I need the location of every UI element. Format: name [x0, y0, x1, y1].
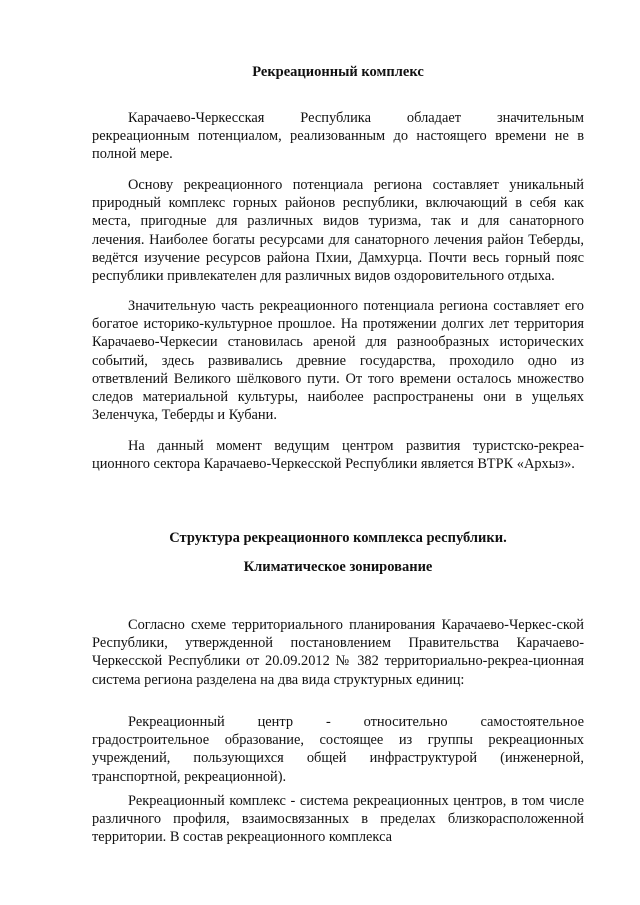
paragraph-historical-potential: Значительную часть рекреационного потенциала региона составляет его богатое историко-культурное прошлое. На протяжении долгих лет территория Карачаево-Черкесии становилась ареной для разнообразных исторических событий, здесь развивались древние государства, проходило одно из ответвлений Великого шёлкового пути. От того времени осталось множество следов материальной культуры, наиболее распространены они в ущельях Зеленчука, Теберды и Кубани.	[92, 298, 584, 424]
paragraph-natural-potential: Основу рекреационного потенциала региона составляет уникальный природный комплекс горных районов республики, включающий в себя как места, пригодные для различных видов туризма, так и для санаторного лечения. Наиболее богаты ресурсами для санаторного лечения район Теберды, ведётся изучение ресурсов района Пхии, Дамхурца. Почти весь горный пояс республики привлекателен для различных видов оздоровительного отдыха.	[92, 177, 584, 285]
document-title: Рекреационный комплекс	[252, 64, 424, 80]
paragraph-recreation-center: Рекреационный центр - относительно самостоятельное градостроительное образование, состоящее из группы рекреационных учреждений, пользующихся общей инфраструктурой (инженерной, транспортной, рекреационной).	[92, 714, 584, 785]
paragraph-intro: Карачаево-Черкесская Республика обладает значительным рекреационным потенциалом, реализованным до настоящего времени не в полной мере.	[92, 110, 584, 163]
paragraph-arkhyz: На данный момент ведущим центром развития туристско-рекреа-ционного сектора Карачаево-Черкесской Республики является ВТРК «Архыз».	[92, 438, 584, 473]
paragraph-recreation-complex: Рекреационный комплекс - система рекреационных центров, в том числе различного профиля, взаимосвязанных в пределах близкорасположенной территории. В состав рекреационного комплекса	[92, 793, 584, 846]
subsection-title: Климатическое зонирование	[243, 559, 433, 575]
section-title: Структура рекреационного комплекса республики.	[169, 530, 507, 546]
paragraph-territorial-planning: Согласно схеме территориального планирования Карачаево-Черкес-ской Республики, утвержденной постановлением Правительства Карачаево-Черкесской Республики от 20.09.2012 № 382 территориально-рекреа-ционная система региона разделена на два вида структурных единиц:	[92, 617, 584, 688]
